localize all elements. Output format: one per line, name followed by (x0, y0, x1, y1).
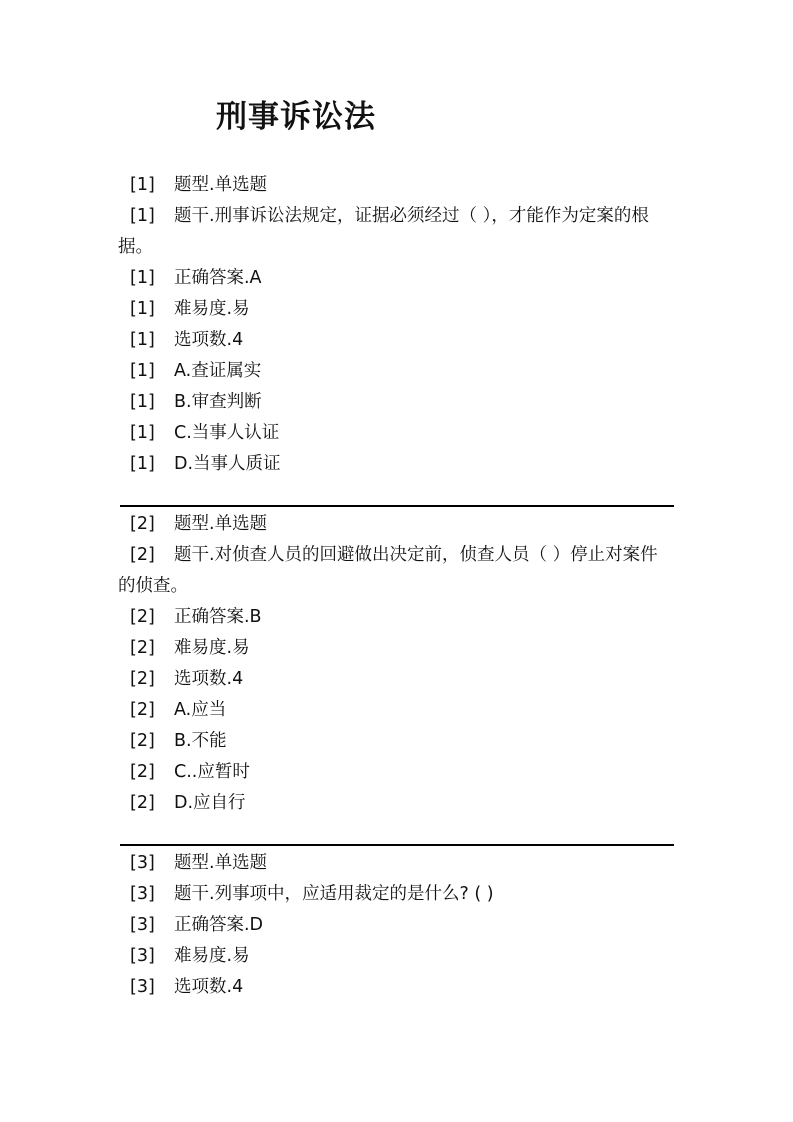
document-title: 刑事诉讼法 (216, 99, 376, 135)
option-a: A.查证属实 (174, 361, 262, 381)
section-divider (120, 505, 674, 507)
option-count: 选项数.4 (174, 330, 244, 350)
question-stem: 题干.对侦查人员的回避做出决定前，侦查人员（ ）停止对案件 (174, 545, 658, 565)
question-number: [1] (130, 392, 155, 412)
correct-answer: 正确答案.A (174, 268, 262, 288)
question-type: 题型.单选题 (174, 514, 268, 534)
question-block-2 (0, 509, 793, 819)
option-b: B.审查判断 (174, 392, 262, 412)
correct-answer-line (0, 602, 793, 633)
question-type-line (0, 170, 793, 201)
difficulty: 难易度.易 (174, 638, 250, 658)
option-line (0, 757, 793, 788)
question-stem-line (0, 879, 793, 910)
option-a: A.应当 (174, 700, 227, 720)
option-c: C.当事人认证 (174, 423, 280, 443)
question-number: [1] (130, 423, 155, 443)
option-b: B.不能 (174, 731, 227, 751)
option-d: D.应自行 (174, 793, 246, 813)
question-number: [2] (130, 545, 155, 565)
question-number: [2] (130, 514, 155, 534)
question-stem: 题干.刑事诉讼法规定，证据必须经过（ ），才能作为定案的根 (174, 206, 649, 226)
question-block-1 (0, 170, 793, 480)
question-stem-line (0, 201, 793, 263)
question-number: [2] (130, 762, 155, 782)
option-line (0, 356, 793, 387)
correct-answer-line (0, 910, 793, 941)
option-line (0, 387, 793, 418)
question-stem-continuation: 据。 (118, 237, 153, 257)
difficulty: 难易度.易 (174, 299, 250, 319)
correct-answer-line (0, 263, 793, 294)
question-number: [3] (130, 946, 155, 966)
difficulty: 难易度.易 (174, 946, 250, 966)
option-c: C..应暂时 (174, 762, 250, 782)
question-number: [1] (130, 299, 155, 319)
option-line (0, 449, 793, 480)
option-count-line (0, 664, 793, 695)
option-count: 选项数.4 (174, 669, 244, 689)
option-line (0, 695, 793, 726)
question-number: [3] (130, 977, 155, 997)
question-type-line (0, 509, 793, 540)
correct-answer: 正确答案.B (174, 607, 262, 627)
question-type: 题型.单选题 (174, 175, 268, 195)
question-number: [2] (130, 669, 155, 689)
question-number: [3] (130, 915, 155, 935)
question-number: [3] (130, 853, 155, 873)
question-number: [1] (130, 361, 155, 381)
option-count-line (0, 972, 793, 1003)
option-count: 选项数.4 (174, 977, 244, 997)
option-d: D.当事人质证 (174, 454, 281, 474)
question-block-3 (0, 848, 793, 1003)
question-stem-continuation: 的侦查。 (118, 576, 188, 596)
option-count-line (0, 325, 793, 356)
question-stem: 题干.列事项中，应适用裁定的是什么? ( ) (174, 884, 494, 904)
difficulty-line (0, 941, 793, 972)
question-number: [1] (130, 175, 155, 195)
question-number: [2] (130, 793, 155, 813)
section-divider (120, 844, 674, 846)
question-number: [1] (130, 454, 155, 474)
question-number: [1] (130, 206, 155, 226)
option-line (0, 726, 793, 757)
question-number: [2] (130, 731, 155, 751)
difficulty-line (0, 633, 793, 664)
question-number: [1] (130, 330, 155, 350)
correct-answer: 正确答案.D (174, 915, 264, 935)
question-stem-line (0, 540, 793, 602)
question-number: [2] (130, 700, 155, 720)
option-line (0, 788, 793, 819)
question-type-line (0, 848, 793, 879)
question-number: [3] (130, 884, 155, 904)
option-line (0, 418, 793, 449)
question-number: [2] (130, 607, 155, 627)
question-number: [1] (130, 268, 155, 288)
question-number: [2] (130, 638, 155, 658)
difficulty-line (0, 294, 793, 325)
question-type: 题型.单选题 (174, 853, 268, 873)
